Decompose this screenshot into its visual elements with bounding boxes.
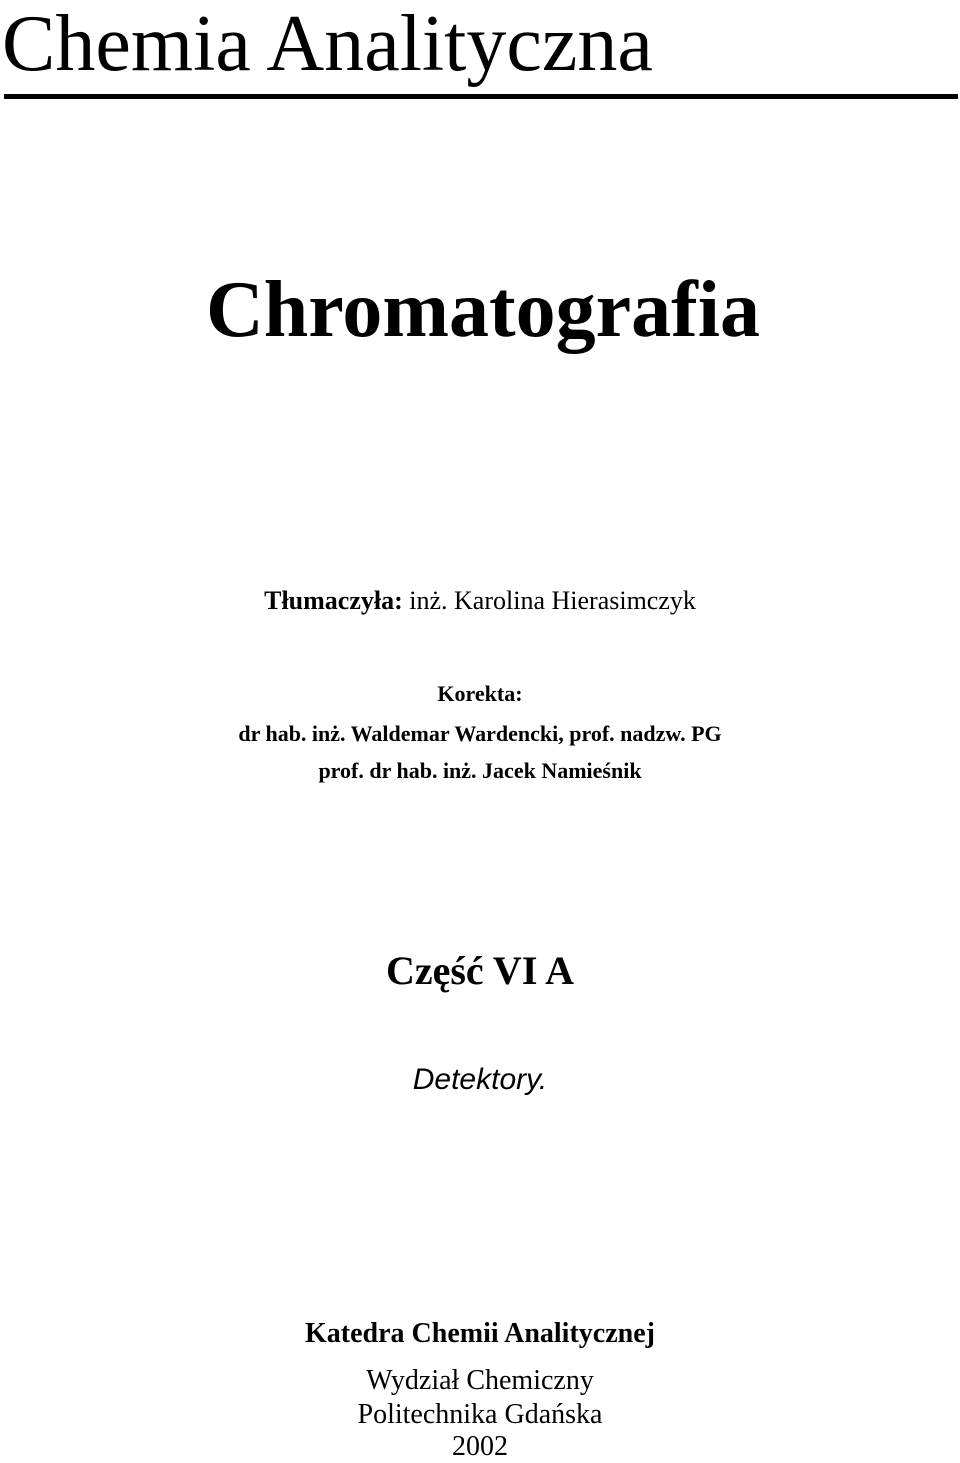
department-name: Katedra Chemii Analitycznej	[305, 1318, 655, 1349]
part-title: Część VI A	[385, 948, 575, 993]
main-title: Chromatografia	[206, 266, 760, 354]
translator-line	[0, 585, 960, 617]
reviewer-item: dr hab. inż. Waldemar Wardencki, prof. nadzw. PG	[238, 721, 722, 746]
header-title: Chemia Analityczna	[2, 0, 653, 88]
translator-name: inż. Karolina Hierasimczyk	[409, 586, 696, 615]
reviewer-item: prof. dr hab. inż. Jacek Namieśnik	[318, 758, 642, 783]
translator-label: Tłumaczyła:	[264, 586, 403, 615]
part-subtitle: Detektory.	[412, 1063, 548, 1096]
faculty-name: Wydział Chemiczny	[366, 1365, 594, 1396]
university-name: Politechnika Gdańska	[357, 1399, 603, 1430]
header-divider	[4, 94, 958, 99]
publication-year: 2002	[452, 1431, 508, 1462]
review-label: Korekta:	[437, 681, 523, 706]
